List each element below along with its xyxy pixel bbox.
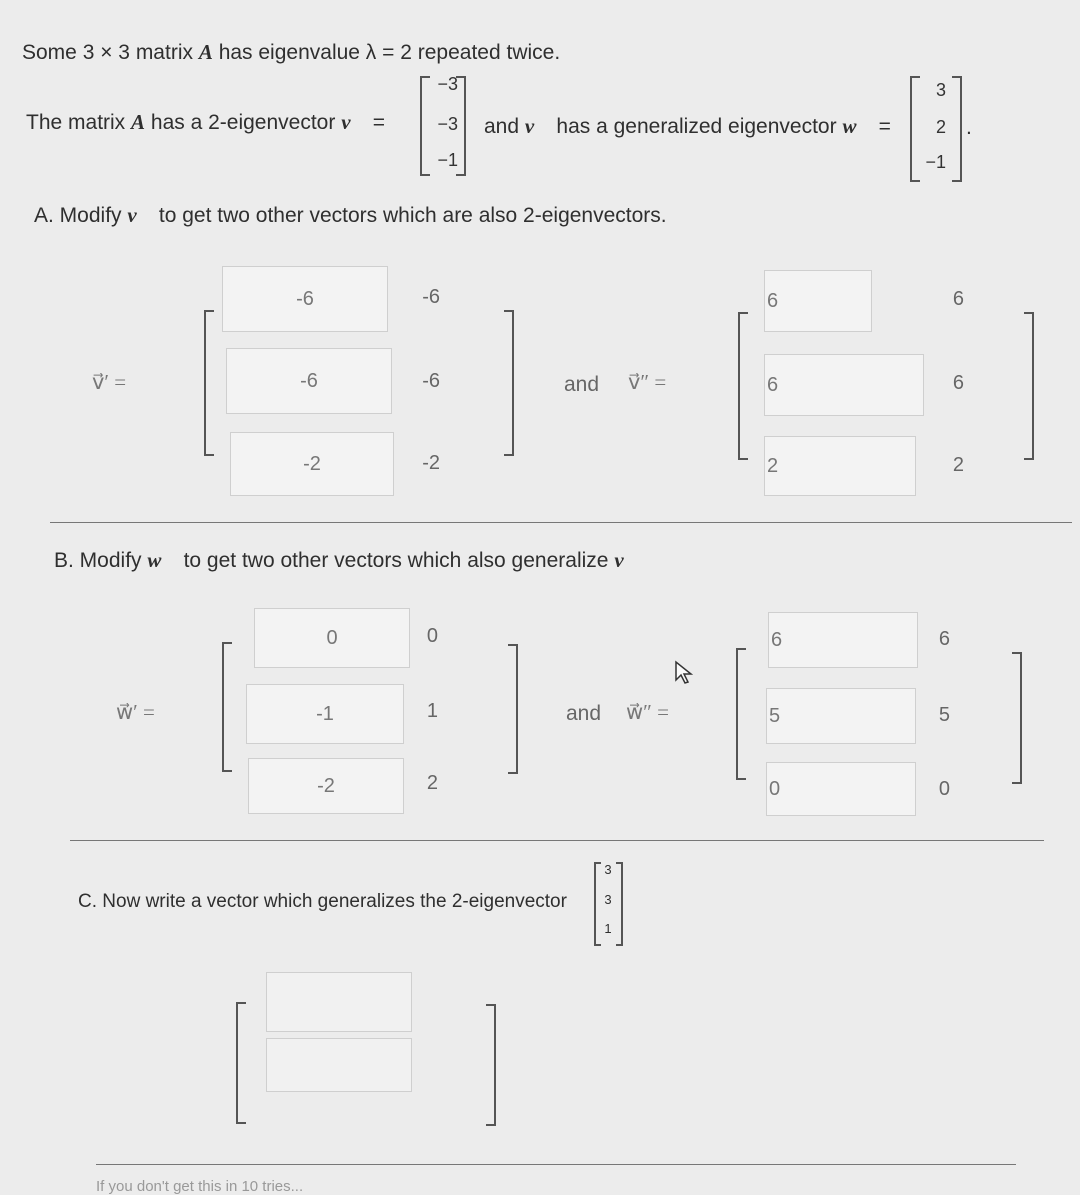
bracket-left [738,312,748,460]
intro-text: and [484,115,520,138]
bracket-right [508,644,518,774]
period: . [966,116,972,139]
bracket-left [420,76,430,176]
c-entry: 3 [604,892,612,907]
w-symbol: w⃗ [147,548,178,572]
matrix-a-symbol: A [198,40,213,64]
prompt-text: B. Modify [54,549,142,572]
v-double-prime-shown: 2 [952,454,964,476]
intro-text: has a generalized eigenvector [556,115,837,138]
equals-sign: = [372,111,385,134]
w-double-prime-input-1[interactable] [768,612,918,668]
bracket-right [1012,652,1022,784]
v-double-prime-label: v⃗″ = [628,370,667,394]
bracket-right [952,76,962,182]
w-double-prime-shown: 6 [938,628,950,650]
v-double-prime-input-3[interactable] [764,436,916,496]
w-prime-shown: 2 [426,772,438,794]
w-entry: 3 [935,80,946,100]
v-prime-shown: -6 [422,370,440,392]
v-double-prime-shown: 6 [952,372,964,394]
intro-text: has a 2-eigenvector [150,111,336,134]
w-prime-label: w⃗′ = [116,700,155,724]
divider [70,840,1044,841]
bracket-left [222,642,232,772]
intro-text: The matrix [26,111,126,134]
v-prime-shown: -2 [422,452,440,474]
part-c-input-1[interactable] [266,972,412,1032]
w-entry: −1 [925,152,946,172]
w-double-prime-shown: 0 [938,778,950,800]
v-prime-input-1[interactable] [222,266,388,332]
bracket-left [910,76,920,182]
divider [50,522,1072,523]
v-prime-input-2[interactable] [226,348,392,414]
v-symbol: v⃗ [341,110,367,134]
intro-line-2-post [484,114,891,139]
footer-note: If you don't get this in 10 tries... [96,1178,304,1195]
w-entry: 2 [935,117,946,137]
intro-text: Some 3 × 3 matrix [22,41,193,64]
v-symbol: v⃗ [127,203,154,227]
w-double-prime-input-3[interactable] [766,762,916,816]
mouse-cursor-icon [674,660,698,686]
v-prime-shown: -6 [422,286,440,308]
w-prime-shown: 1 [426,700,438,722]
c-entry: 1 [604,921,612,936]
w-prime-input-1[interactable] [254,608,410,668]
bracket-left [736,648,746,780]
w-double-prime-input-2[interactable] [766,688,916,744]
divider [96,1164,1016,1165]
v-symbol: v⃗ [524,114,551,138]
v-entry: −3 [437,114,458,134]
bracket-right [486,1004,496,1126]
matrix-a-symbol: A [131,110,146,134]
v-prime-label: v⃗′ = [92,370,127,394]
part-a-prompt [34,203,667,228]
part-c-prompt: C. Now write a vector which generalizes the 2-eigenvector [78,891,567,912]
intro-text: has eigenvalue λ = 2 repeated twice. [218,41,561,64]
w-symbol: w⃗ [842,114,873,138]
part-c-input-2[interactable] [266,1038,412,1092]
c-entry: 3 [604,862,612,877]
equals-sign: = [878,115,891,138]
intro-line-2 [26,110,385,135]
part-b-prompt [54,548,640,573]
v-double-prime-input-2[interactable] [764,354,924,416]
v-double-prime-input-1[interactable] [764,270,872,332]
bracket-right [1024,312,1034,460]
v-entry: −3 [437,74,458,94]
v-double-prime-shown: 6 [952,288,964,310]
w-double-prime-label: w⃗″ = [626,700,670,724]
bracket-right [504,310,514,456]
bracket-left [204,310,214,456]
bracket-left [236,1002,246,1124]
intro-line-1 [22,40,560,65]
prompt-text: to get two other vectors which also generalize [183,549,609,572]
v-entry: −1 [437,150,458,170]
and-label: and [566,702,602,725]
bracket-right [616,862,623,946]
v-symbol: v⃗ [614,548,640,572]
w-prime-input-3[interactable] [248,758,404,814]
prompt-text: to get two other vectors which are also 2-eigenvectors. [158,204,667,227]
prompt-text: A. Modify [34,204,122,227]
and-label: and [564,373,600,396]
v-prime-input-3[interactable] [230,432,394,496]
w-prime-shown: 0 [426,625,438,647]
w-double-prime-shown: 5 [938,704,950,726]
w-prime-input-2[interactable] [246,684,404,744]
